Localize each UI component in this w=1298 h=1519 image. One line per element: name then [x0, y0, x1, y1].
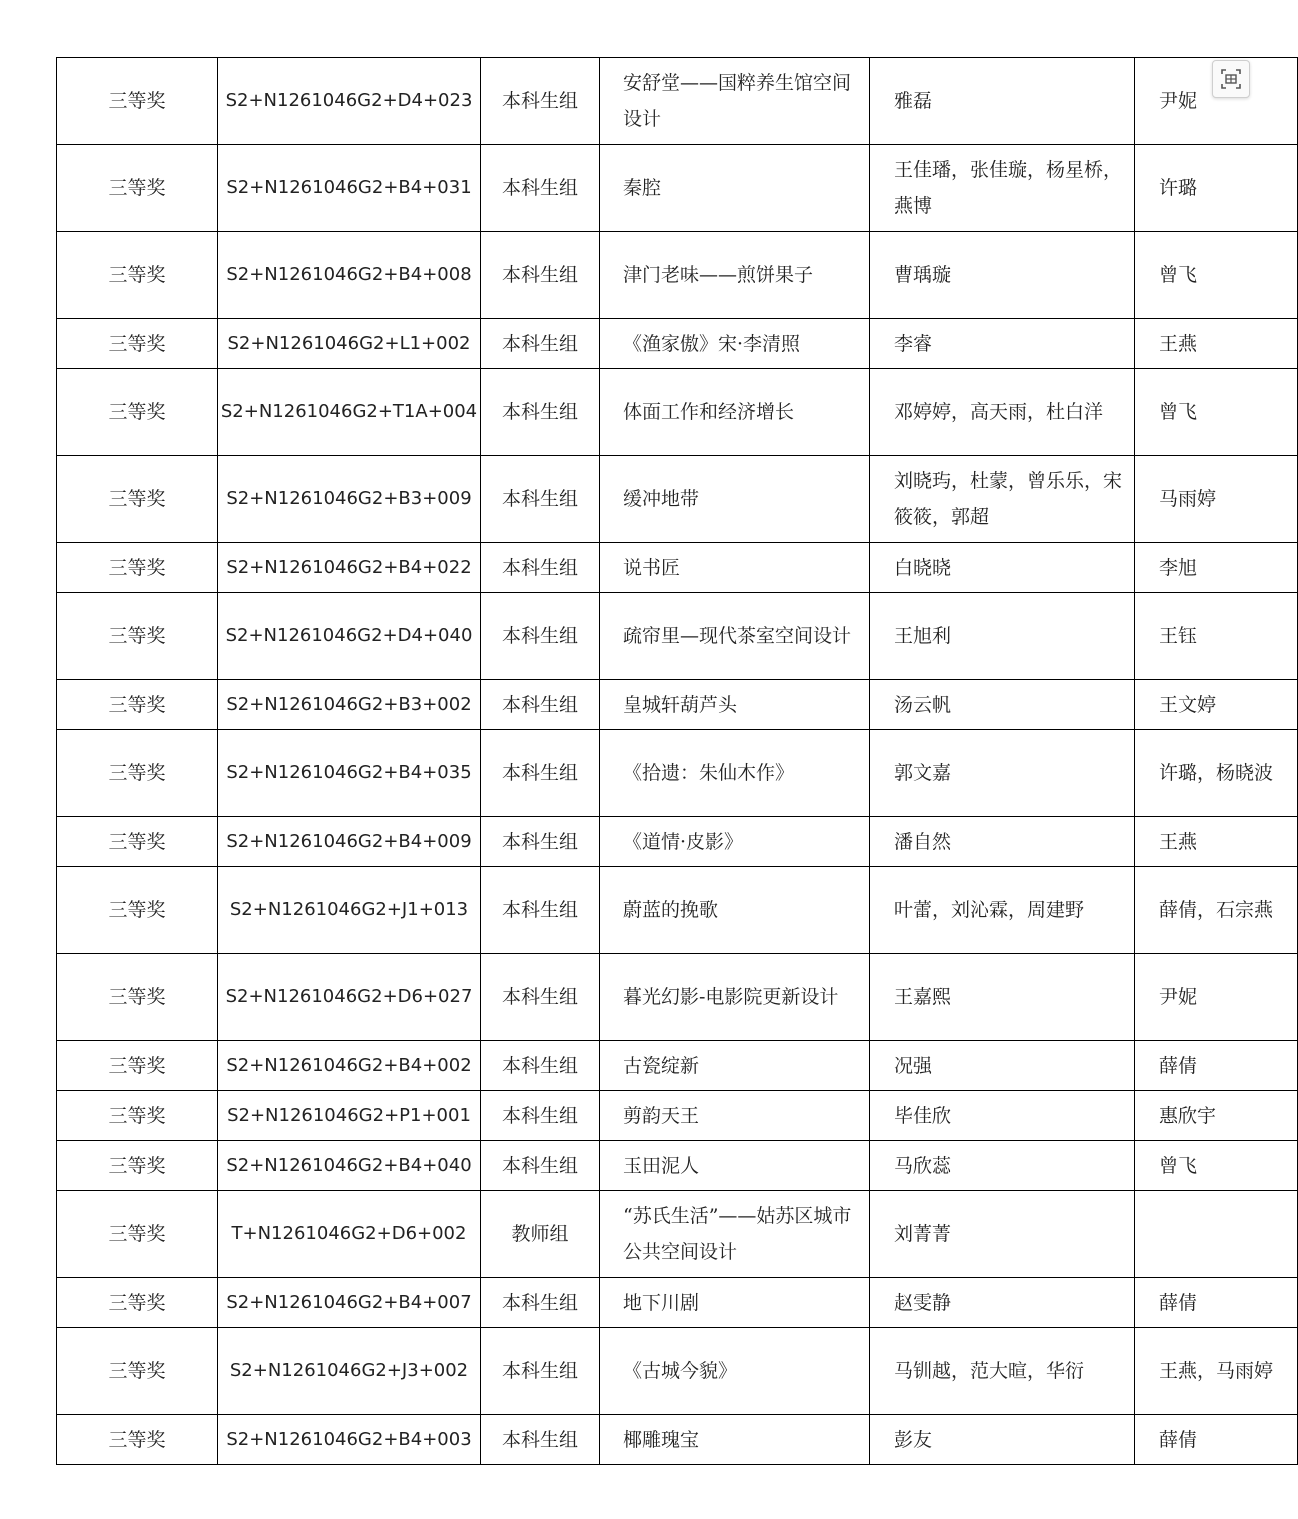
table-row [57, 1278, 1298, 1328]
table-row [57, 369, 1298, 456]
code-cell [218, 730, 481, 817]
title-cell-text: 疏帘里—现代茶室空间设计 [623, 625, 852, 647]
group-cell [481, 319, 600, 369]
group-cell [481, 593, 600, 680]
award-cell [57, 1191, 218, 1278]
title-cell [600, 543, 870, 593]
group-cell-text: 本科生组 [501, 762, 578, 784]
group-cell [481, 1141, 600, 1191]
authors-cell-text: 白晓晓 [894, 556, 952, 579]
code-cell [218, 232, 481, 319]
group-cell-text: 本科生组 [501, 830, 578, 853]
title-cell-text: 体面工作和经济增长 [623, 401, 795, 423]
group-cell [481, 680, 600, 730]
title-cell-text: 秦腔 [623, 177, 662, 199]
table-row [57, 1191, 1298, 1278]
group-cell [481, 369, 600, 456]
code-cell-text: S2+N1261046G2+B4+002 [226, 1054, 472, 1076]
advisor-cell-text: 尹妮 [1159, 986, 1198, 1008]
title-cell [600, 680, 870, 730]
award-cell-text: 三等奖 [108, 332, 166, 355]
award-cell-text: 三等奖 [108, 556, 166, 579]
code-cell-text: S2+N1261046G2+B4+003 [226, 1428, 472, 1450]
advisor-cell [1135, 232, 1298, 319]
authors-cell-text: 赵雯静 [894, 1291, 952, 1314]
title-cell [600, 1278, 870, 1328]
title-cell [600, 730, 870, 817]
award-cell [57, 145, 218, 232]
code-cell-text: S2+N1261046G2+T1A+004 [220, 401, 478, 422]
table-row [57, 1141, 1298, 1191]
award-cell [57, 58, 218, 145]
table-row [57, 1091, 1298, 1141]
group-cell [481, 867, 600, 954]
award-cell-text: 三等奖 [108, 1104, 166, 1127]
group-cell-text: 本科生组 [501, 1428, 578, 1451]
group-cell [481, 730, 600, 817]
code-cell-text: S2+N1261046G2+D6+027 [225, 986, 473, 1007]
authors-cell [870, 232, 1135, 319]
authors-cell [870, 145, 1135, 232]
group-cell [481, 817, 600, 867]
table-row [57, 232, 1298, 319]
advisor-cell [1135, 1278, 1298, 1328]
code-cell [218, 1141, 481, 1191]
advisor-cell [1135, 680, 1298, 730]
title-cell [600, 1091, 870, 1141]
award-cell-text: 三等奖 [108, 625, 166, 647]
code-cell-text: S2+N1261046G2+B4+008 [226, 264, 472, 285]
group-cell-text: 本科生组 [501, 556, 578, 579]
group-cell-text: 本科生组 [501, 1054, 578, 1077]
title-cell-text: 《道情·皮影》 [623, 830, 744, 853]
code-cell [218, 58, 481, 145]
award-cell-text: 三等奖 [108, 830, 166, 853]
title-cell-text: 椰雕瑰宝 [623, 1428, 700, 1451]
code-cell-text: S2+N1261046G2+B4+031 [226, 177, 472, 198]
advisor-cell [1135, 593, 1298, 680]
award-cell [57, 1141, 218, 1191]
group-cell-text: 本科生组 [501, 177, 578, 199]
advisor-cell-text: 王钰 [1159, 625, 1198, 647]
table-row [57, 730, 1298, 817]
advisor-cell [1135, 817, 1298, 867]
advisor-cell-text: 李旭 [1159, 556, 1198, 579]
code-cell-text: S2+N1261046G2+J1+013 [229, 899, 469, 920]
title-cell-text: 皇城轩葫芦头 [623, 693, 738, 716]
award-cell-text: 三等奖 [108, 401, 166, 423]
group-cell [481, 1328, 600, 1415]
award-cell-text: 三等奖 [108, 693, 166, 716]
title-cell [600, 232, 870, 319]
award-cell [57, 1415, 218, 1465]
group-cell [481, 543, 600, 593]
group-cell [481, 456, 600, 543]
awards-table [56, 57, 1298, 1465]
title-cell-text: 缓冲地带 [623, 488, 700, 510]
authors-cell [870, 1328, 1135, 1415]
advisor-cell [1135, 1191, 1298, 1278]
award-cell-text: 三等奖 [108, 264, 166, 286]
group-cell-text: 本科生组 [501, 401, 578, 423]
code-cell [218, 456, 481, 543]
code-cell [218, 867, 481, 954]
award-cell-text: 三等奖 [108, 1428, 166, 1451]
title-cell-text: 古瓷绽新 [623, 1054, 700, 1077]
award-cell [57, 456, 218, 543]
table-row [57, 145, 1298, 232]
code-cell-text: S2+N1261046G2+J3+002 [229, 1360, 469, 1381]
award-cell [57, 1091, 218, 1141]
authors-cell-text: 叶蕾，刘沁霖，周建野 [894, 899, 1085, 921]
advisor-cell [1135, 1141, 1298, 1191]
title-cell-text: 地下川剧 [623, 1291, 700, 1314]
group-cell-text: 本科生组 [501, 332, 578, 355]
authors-cell-text: 潘自然 [894, 830, 952, 853]
table-row [57, 954, 1298, 1041]
award-cell-text: 三等奖 [108, 1054, 166, 1077]
title-cell-text: 暮光幻影-电影院更新设计 [623, 986, 839, 1008]
advisor-cell [1135, 145, 1298, 232]
code-cell-text: S2+N1261046G2+D4+023 [225, 90, 473, 111]
authors-cell-text: 马欣蕊 [894, 1154, 952, 1177]
table-row [57, 867, 1298, 954]
authors-cell [870, 1191, 1135, 1278]
advisor-cell-text: 马雨婷 [1159, 488, 1217, 510]
title-cell [600, 319, 870, 369]
code-cell-text: S2+N1261046G2+B3+002 [226, 693, 472, 715]
group-cell-text: 本科生组 [501, 488, 578, 510]
code-cell [218, 1091, 481, 1141]
group-cell-text: 教师组 [511, 1223, 569, 1245]
table-row [57, 593, 1298, 680]
code-cell [218, 593, 481, 680]
authors-cell [870, 1041, 1135, 1091]
code-cell [218, 680, 481, 730]
title-cell-text: 说书匠 [623, 556, 681, 579]
group-cell [481, 1091, 600, 1141]
award-cell [57, 369, 218, 456]
award-cell [57, 232, 218, 319]
award-cell-text: 三等奖 [108, 899, 166, 921]
code-cell-text: T+N1261046G2+D6+002 [231, 1223, 467, 1244]
title-cell-text: 《渔家傲》宋·李清照 [623, 332, 801, 355]
group-cell [481, 954, 600, 1041]
group-cell-text: 本科生组 [501, 264, 578, 286]
award-cell [57, 730, 218, 817]
title-cell [600, 817, 870, 867]
title-cell-text: 剪韵天王 [623, 1104, 700, 1127]
award-cell [57, 867, 218, 954]
advisor-cell-text: 曾飞 [1159, 1154, 1198, 1177]
authors-cell-text: 况强 [894, 1054, 933, 1077]
authors-cell [870, 319, 1135, 369]
group-cell-text: 本科生组 [501, 899, 578, 921]
award-cell-text: 三等奖 [108, 90, 166, 112]
screenshot-frame-icon[interactable] [1212, 60, 1250, 98]
group-cell-text: 本科生组 [501, 1154, 578, 1177]
code-cell [218, 954, 481, 1041]
advisor-cell-text: 许璐，杨晓波 [1159, 762, 1274, 784]
award-cell [57, 1278, 218, 1328]
award-cell [57, 543, 218, 593]
group-cell [481, 1278, 600, 1328]
advisor-cell-text: 薛倩 [1159, 1428, 1198, 1451]
group-cell [481, 58, 600, 145]
advisor-cell-text: 薛倩 [1159, 1054, 1198, 1077]
award-cell-text: 三等奖 [108, 1360, 166, 1382]
title-cell [600, 145, 870, 232]
advisor-cell [1135, 319, 1298, 369]
authors-cell-text: 曹瑀璇 [894, 264, 952, 286]
table-row [57, 1041, 1298, 1091]
advisor-cell-text: 许璐 [1159, 177, 1198, 199]
advisor-cell-text: 王燕，马雨婷 [1159, 1360, 1274, 1382]
title-cell [600, 954, 870, 1041]
authors-cell [870, 369, 1135, 456]
authors-cell-text: 王嘉熙 [894, 986, 952, 1008]
title-cell-text: 《拾遗：朱仙木作》 [623, 762, 795, 784]
advisor-cell [1135, 730, 1298, 817]
title-cell [600, 456, 870, 543]
screenshot-frame-icon-glyph [1219, 67, 1243, 91]
group-cell-text: 本科生组 [501, 1291, 578, 1314]
table-row [57, 319, 1298, 369]
advisor-cell-text: 薛倩 [1159, 1291, 1198, 1314]
table-row [57, 680, 1298, 730]
award-cell [57, 593, 218, 680]
advisor-cell-text: 王燕 [1159, 332, 1198, 355]
award-cell [57, 954, 218, 1041]
advisor-cell [1135, 1091, 1298, 1141]
authors-cell-text: 彭友 [894, 1428, 933, 1451]
table-row [57, 58, 1298, 145]
code-cell-text: S2+N1261046G2+B4+007 [226, 1291, 472, 1313]
award-cell [57, 319, 218, 369]
code-cell-text: S2+N1261046G2+B4+035 [226, 762, 472, 783]
advisor-cell [1135, 1415, 1298, 1465]
code-cell-text: S2+N1261046G2+B4+022 [226, 556, 472, 578]
advisor-cell [1135, 369, 1298, 456]
authors-cell-text: 郭文嘉 [894, 762, 952, 784]
award-cell-text: 三等奖 [108, 488, 166, 510]
group-cell [481, 145, 600, 232]
title-cell [600, 369, 870, 456]
group-cell-text: 本科生组 [501, 90, 578, 112]
code-cell [218, 1415, 481, 1465]
authors-cell [870, 1091, 1135, 1141]
code-cell-text: S2+N1261046G2+B4+009 [226, 830, 472, 852]
authors-cell-text: 王旭利 [894, 625, 952, 647]
authors-cell [870, 817, 1135, 867]
code-cell [218, 369, 481, 456]
advisor-cell [1135, 543, 1298, 593]
code-cell [218, 1191, 481, 1278]
title-cell-text: 《古城今貌》 [623, 1360, 738, 1382]
award-cell [57, 1328, 218, 1415]
award-cell [57, 680, 218, 730]
group-cell-text: 本科生组 [501, 986, 578, 1008]
code-cell [218, 145, 481, 232]
group-cell [481, 1191, 600, 1278]
title-cell-text: “苏氏生活”——姑苏区城市公共空间设计 [623, 1205, 852, 1263]
award-cell [57, 1041, 218, 1091]
award-cell-text: 三等奖 [108, 1291, 166, 1314]
authors-cell-text: 刘晓玙，杜蒙，曾乐乐，宋筱筱，郭超 [894, 470, 1123, 528]
title-cell [600, 1191, 870, 1278]
group-cell [481, 232, 600, 319]
award-cell-text: 三等奖 [108, 762, 166, 784]
code-cell [218, 817, 481, 867]
advisor-cell-text: 王文婷 [1159, 693, 1217, 716]
authors-cell [870, 1415, 1135, 1465]
title-cell [600, 58, 870, 145]
authors-cell-text: 马钏越，范大暄，华衍 [894, 1360, 1085, 1382]
advisor-cell [1135, 954, 1298, 1041]
group-cell [481, 1415, 600, 1465]
title-cell-text: 安舒堂——国粹养生馆空间设计 [623, 72, 852, 130]
award-cell [57, 817, 218, 867]
title-cell [600, 1041, 870, 1091]
title-cell-text: 津门老味——煎饼果子 [623, 264, 814, 286]
table-row [57, 543, 1298, 593]
authors-cell [870, 680, 1135, 730]
table-row [57, 817, 1298, 867]
code-cell [218, 1278, 481, 1328]
authors-cell-text: 王佳璠，张佳璇，杨星桥，燕博 [894, 159, 1123, 217]
title-cell-text: 蔚蓝的挽歌 [623, 899, 719, 921]
authors-cell [870, 730, 1135, 817]
title-cell [600, 1415, 870, 1465]
group-cell-text: 本科生组 [501, 1360, 578, 1382]
code-cell-text: S2+N1261046G2+D4+040 [225, 625, 473, 646]
award-cell-text: 三等奖 [108, 1223, 166, 1245]
advisor-cell-text: 尹妮 [1159, 90, 1198, 112]
authors-cell-text: 汤云帆 [894, 693, 952, 716]
code-cell-text: S2+N1261046G2+B3+009 [226, 488, 472, 509]
authors-cell [870, 456, 1135, 543]
authors-cell [870, 58, 1135, 145]
group-cell-text: 本科生组 [501, 693, 578, 716]
code-cell [218, 1328, 481, 1415]
code-cell-text: S2+N1261046G2+B4+040 [226, 1154, 472, 1176]
code-cell-text: S2+N1261046G2+P1+001 [227, 1104, 471, 1126]
code-cell [218, 319, 481, 369]
authors-cell-text: 毕佳欣 [894, 1104, 952, 1127]
authors-cell [870, 593, 1135, 680]
table-row [57, 1328, 1298, 1415]
award-cell-text: 三等奖 [108, 1154, 166, 1177]
award-cell-text: 三等奖 [108, 986, 166, 1008]
advisor-cell-text: 王燕 [1159, 830, 1198, 853]
authors-cell-text: 刘菁菁 [894, 1223, 952, 1245]
advisor-cell-text: 曾飞 [1159, 264, 1198, 286]
authors-cell-text: 雅磊 [894, 90, 933, 112]
advisor-cell-text: 曾飞 [1159, 401, 1198, 423]
title-cell-text: 玉田泥人 [623, 1154, 700, 1177]
authors-cell-text: 李睿 [894, 332, 933, 355]
advisor-cell [1135, 867, 1298, 954]
group-cell-text: 本科生组 [501, 625, 578, 647]
authors-cell [870, 1141, 1135, 1191]
title-cell [600, 1328, 870, 1415]
advisor-cell-text: 薛倩，石宗燕 [1159, 899, 1274, 921]
title-cell [600, 867, 870, 954]
authors-cell-text: 邓婷婷，高天雨，杜白洋 [894, 401, 1104, 423]
group-cell-text: 本科生组 [501, 1104, 578, 1127]
code-cell-text: S2+N1261046G2+L1+002 [227, 332, 471, 354]
title-cell [600, 593, 870, 680]
authors-cell [870, 954, 1135, 1041]
code-cell [218, 1041, 481, 1091]
award-cell-text: 三等奖 [108, 177, 166, 199]
table-row [57, 456, 1298, 543]
advisor-cell [1135, 1328, 1298, 1415]
group-cell [481, 1041, 600, 1091]
advisor-cell [1135, 456, 1298, 543]
table-row [57, 1415, 1298, 1465]
advisor-cell [1135, 1041, 1298, 1091]
title-cell [600, 1141, 870, 1191]
authors-cell [870, 1278, 1135, 1328]
authors-cell [870, 867, 1135, 954]
advisor-cell-text: 惠欣宇 [1159, 1104, 1217, 1127]
code-cell [218, 543, 481, 593]
authors-cell [870, 543, 1135, 593]
